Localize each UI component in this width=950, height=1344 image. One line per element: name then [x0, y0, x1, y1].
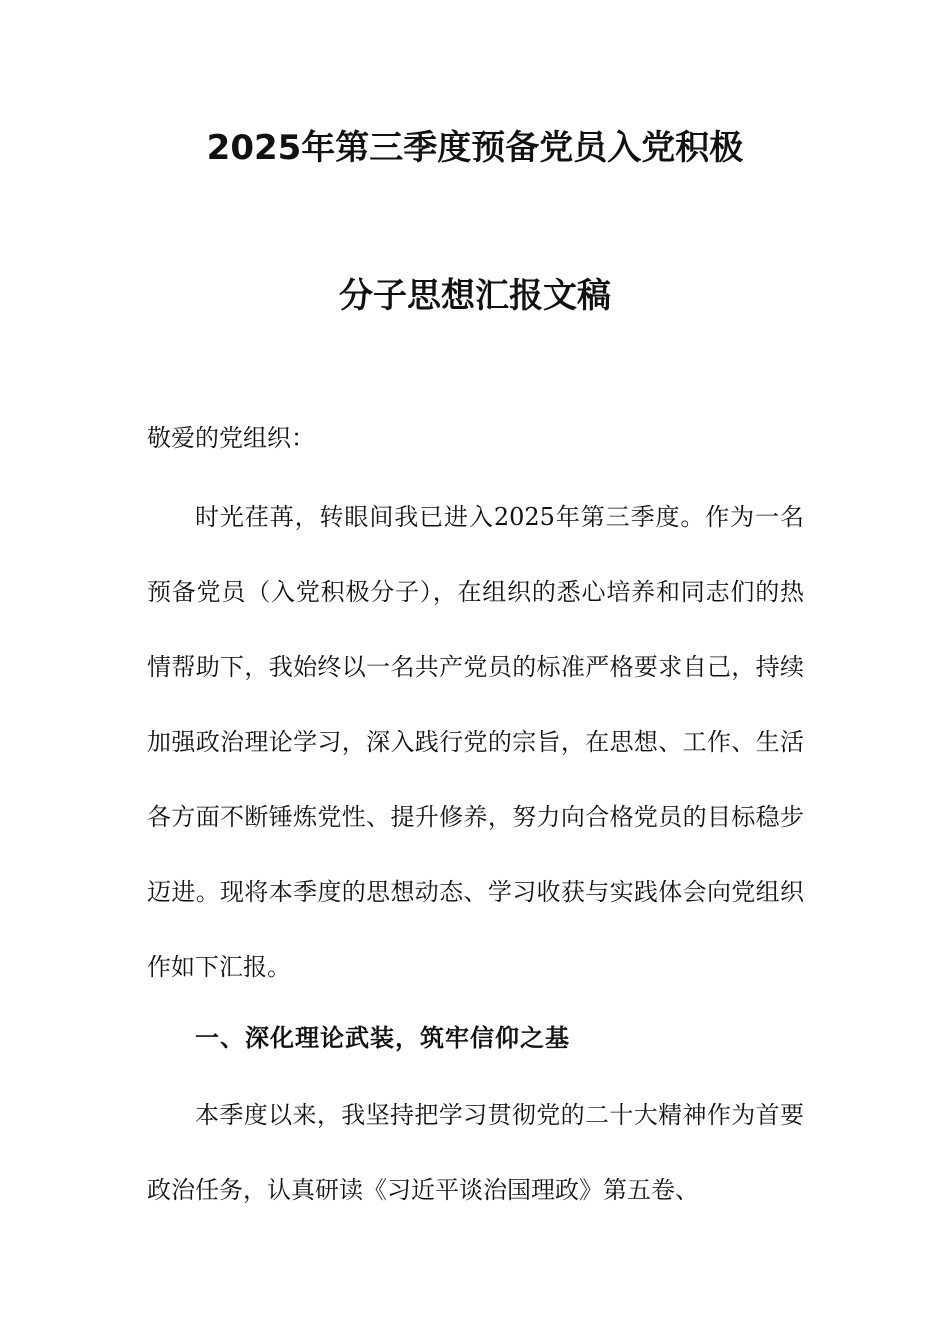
salutation: 敬爱的党组织：: [147, 424, 315, 452]
body-paragraph-intro: 时光荏苒，转眼间我已进入2025年第三季度。作为一名预备党员（入党积极分子），在组织的悉心培养和同志们的热情帮助下，我始终以一名共产党员的标准严格要求自己，持续加强政治理论学习，深入践行党的宗旨，在思想、工作、生活各方面不断锤炼党性、提升修养，努力向合格党员的目标稳步迈进。现将本季度的思想动态、学习收获与实践体会向党组织作如下汇报。: [147, 503, 804, 981]
body-paragraph-section-1: 本季度以来，我坚持把学习贯彻党的二十大精神作为首要政治任务，认真研读《习近平谈治国理政》第五卷、: [147, 1101, 804, 1204]
document-title-line-2: 分子思想汇报文稿: [339, 276, 611, 316]
section-heading-1: 一、深化理论武装，筑牢信仰之基: [195, 1023, 570, 1052]
document-title-line-1: 2025年第三季度预备党员入党积极: [206, 128, 744, 168]
